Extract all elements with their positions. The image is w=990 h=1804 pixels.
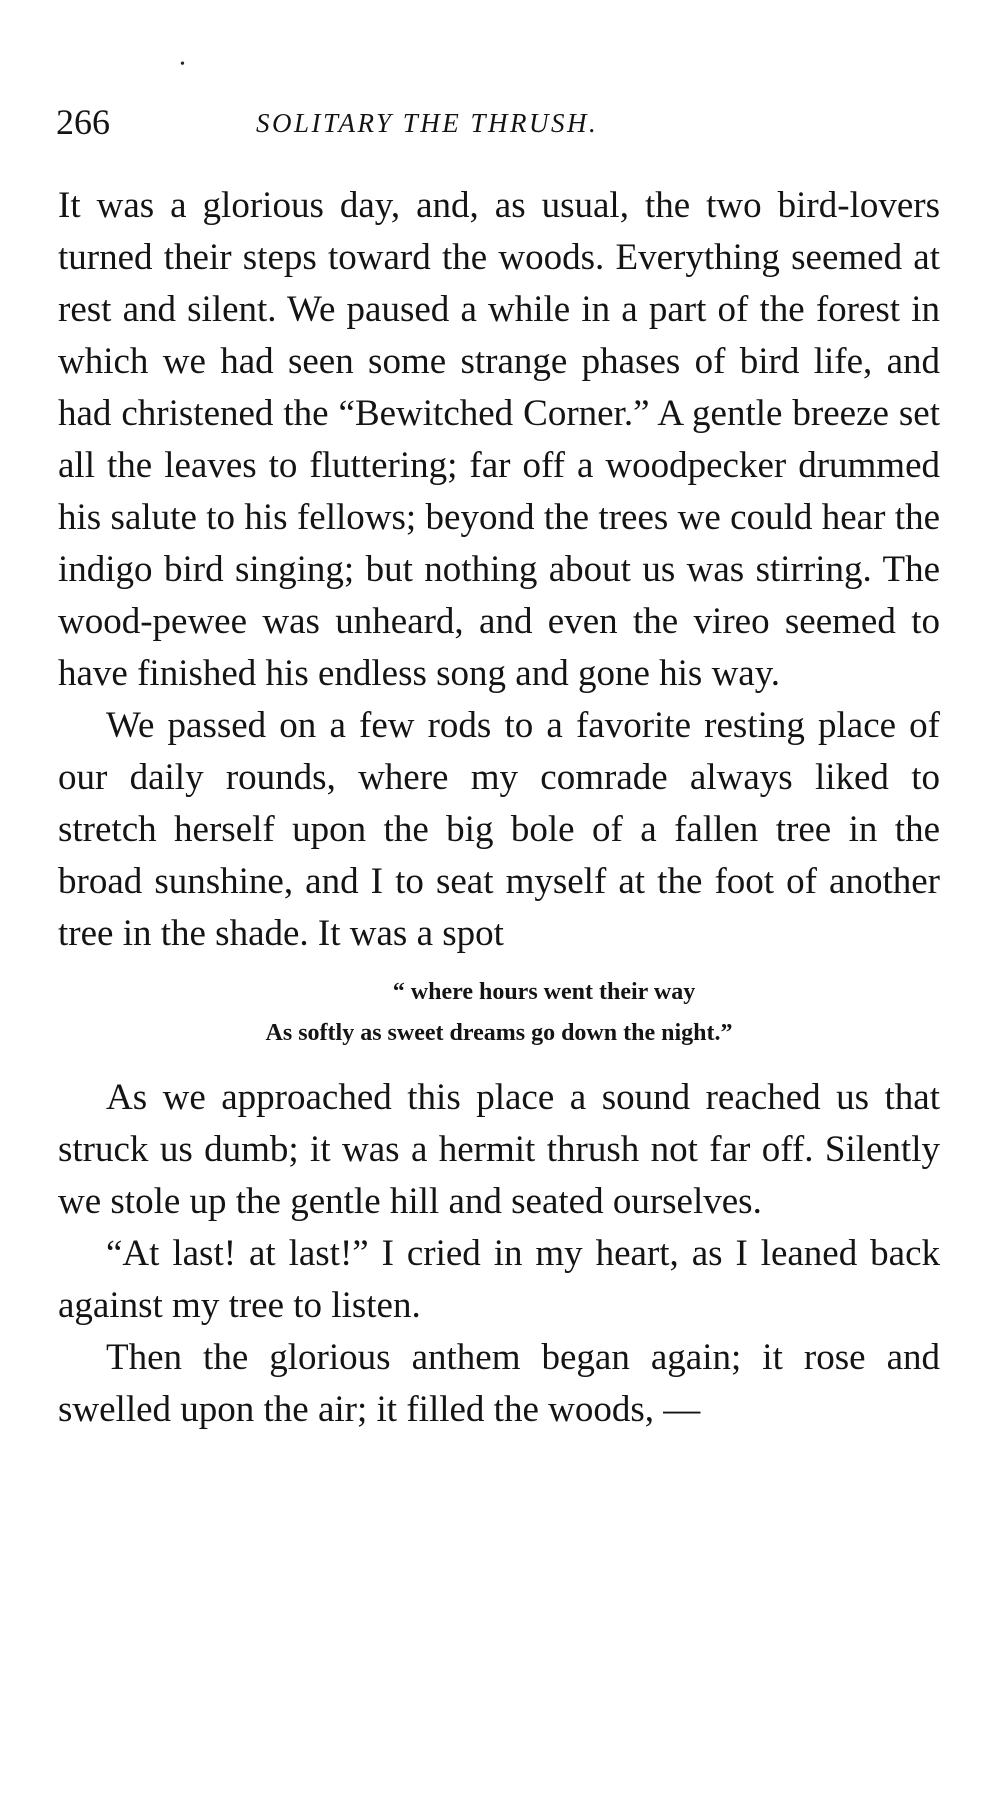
page-number: 266 (56, 102, 110, 142)
verse-quotation (58, 972, 940, 1054)
paragraph-5: Then the glorious anthem began again; it rose and swelled upon the air; it filled the woods, — (58, 1337, 940, 1430)
running-title: SOLITARY THE THRUSH. (256, 108, 599, 138)
ink-speck: • (180, 57, 185, 72)
quote-line-2: As softly as sweet dreams go down the night.” (265, 1020, 733, 1046)
paragraph-3: As we approached this place a sound reached us that struck us dumb; it was a hermit thrush not far off. Silently we stole up the gentle hill and seated ourselves. (58, 1077, 940, 1222)
paragraph-1: It was a glorious day, and, as usual, the two bird-lovers turned their steps toward the woods. Everything seemed at rest and silent. We paused a while in a part of the forest in which we had seen some strange phases of bird life, and had christened the “Bewitched Corner.” A gentle breeze set all the leaves to fluttering; far off a woodpecker drummed his salute to his fellows; beyond the trees we could hear the indigo bird singing; but nothing about us was stirring. The wood-pewee was unheard, and even the vireo seemed to have finished his endless song and gone his way. (58, 185, 940, 694)
paragraph-4: “At last! at last!” I cried in my heart, as I leaned back against my tree to listen. (58, 1233, 940, 1326)
body-text (58, 180, 940, 1436)
paragraph-2: We passed on a few rods to a favorite resting place of our daily rounds, where my comrade always liked to stretch herself upon the big bole of a fallen tree in the broad sunshine, and I to seat myself at the foot of another tree in the shade. It was a spot (58, 705, 940, 954)
running-head (56, 102, 956, 142)
quote-line-1: “ where hours went their way (392, 979, 696, 1005)
